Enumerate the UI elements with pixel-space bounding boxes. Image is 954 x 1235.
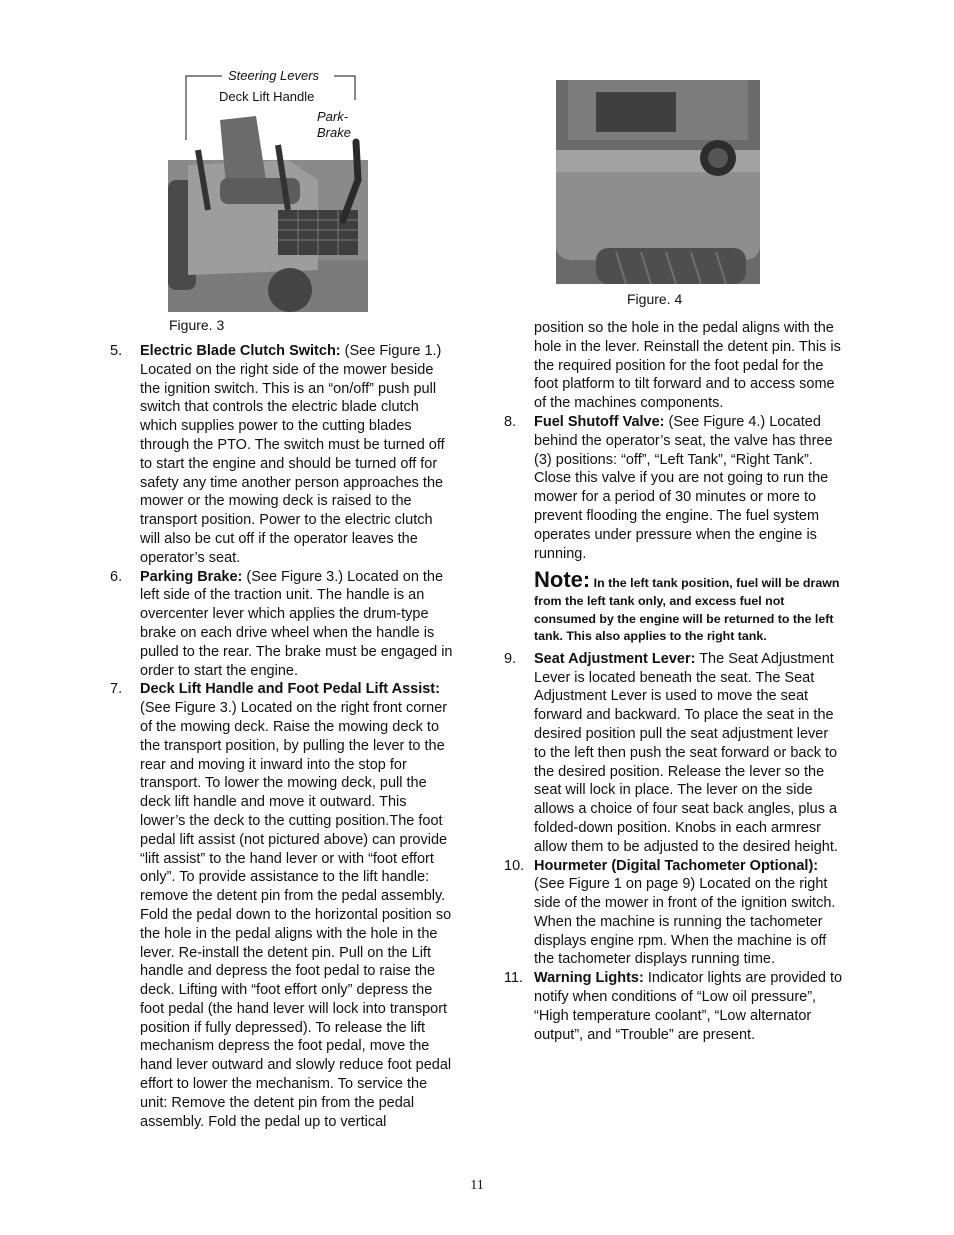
- callout-park-brake-2: Brake: [317, 125, 351, 140]
- item-7-continuation: position so the hole in the pedal aligns with the hole in the lever. Reinstall the detent pin. This is the required position for the foot pedal for the foot platform to tilt forward and to access some of the machines components.: [534, 320, 841, 412]
- list-item-9: [504, 650, 844, 857]
- callout-deck-lift-handle: Deck Lift Handle: [219, 89, 315, 104]
- list-item-11: [504, 969, 844, 1044]
- list-item-6: [110, 568, 455, 681]
- note-heading: Note:: [534, 567, 591, 593]
- note-text: In the left tank position, fuel will be drawn from the left tank only, and excess fuel not consumed by the engine will be returned to the left tank. This also applies to the right tank.: [534, 576, 840, 644]
- item-label: Seat Adjustment Lever:: [534, 650, 696, 667]
- callout-steering-levers: Steering Levers: [228, 68, 320, 83]
- item-text: (See Figure 4.) Located behind the operator’s seat, the valve has three (3) positions: “off”, “Left Tank”, “Right Tank”. Close this valve if you are not going to run the mower for a period of 30 minutes or more to prevent flooding the engine. The fuel system operates under pressure when the engine is running.: [534, 413, 833, 562]
- list-item-8: [504, 413, 844, 563]
- item-number: 6.: [110, 568, 123, 585]
- item-number: 5.: [110, 343, 123, 359]
- item-label: Warning Lights:: [534, 970, 644, 987]
- right-column: [504, 319, 844, 1044]
- item-label: Hourmeter (Digital Tachometer Optional):: [534, 857, 819, 874]
- item-label: Electric Blade Clutch Switch:: [140, 343, 341, 359]
- list-item-7: [110, 680, 455, 1131]
- figure-4-photo: [556, 80, 760, 284]
- note-block: [534, 563, 844, 649]
- figure-3-caption: Figure. 3: [169, 317, 225, 333]
- list-item-5: [110, 342, 455, 568]
- item-text: (See Figure 1 on page 9) Located on the right side of the mower in front of the ignition switch. When the machine is running the tachometer displays engine rpm. When the machine is off the tachometer displays running time.: [534, 876, 836, 968]
- item-label: Fuel Shutoff Valve:: [534, 413, 665, 430]
- left-column: [110, 342, 455, 1131]
- item-text: (See Figure 3.) Located on the right front corner of the mowing deck. Raise the mowing deck to the transport position, by pulling the lever to the rear and moving it inward into the stop for transport. To lower the mowing deck, pull the deck lift handle and move it outward. This lower’s the deck to the cutting position.The foot pedal lift assist (not pictured above) can provide “lift assist” to the hand lever or with “foot effort only”. To provide assistance to the lift handle: remove the detent pin from the pedal assembly. Fold the pedal down to the horizontal position so the hole in the pedal aligns with the hole in the lever. Re-install the detent pin. Pull on the Lift handle and depress the foot pedal to raise the deck. Lifting with “foot effort only” depress the foot pedal (the hand lever will lock into transport position if fully depressed). To release the lift mechanism depress the foot pedal, move the hand lever outward and slowly reduce foot pedal effort to lower the mechanism. To service the unit: Remove the detent pin from the pedal assembly. Fold the pedal up to vertical: [140, 700, 452, 1130]
- item-label: Parking Brake:: [140, 568, 243, 585]
- item-label: Deck Lift Handle and Foot Pedal Lift Assist:: [140, 681, 440, 698]
- item-number: 11.: [504, 970, 524, 987]
- item-text: (See Figure 3.) Located on the left side of the traction unit. The handle is an overcenter lever which applies the drum-type brake on each drive wheel when the handle is pulled to the rear. The brake must be engaged in order to start the engine.: [140, 568, 453, 679]
- item-number: 9.: [504, 650, 517, 667]
- item-text: The Seat Adjustment Lever is located beneath the seat. The Seat Adjustment Lever is used to move the seat forward and backward. To place the seat in the desired position pull the seat adjustment lever to the left then push the seat forward or back to the desired position. Release the lever so the seat will lock in place. The lever on the side allows a choice of four seat back angles, plus a folded-down position. Knobs in each armresr allow them to be adjusted to the desired height.: [534, 650, 838, 855]
- item-text: (See Figure 1.) Located on the right side of the mower beside the ignition switch. This is an “on/off” push pull switch that controls the electric blade clutch which supplies power to the cutting blades through the PTO. The switch must be turned off to start the engine and should be turned off for safety any time another person approaches the mower or the mowing deck is raised to the transport position. Power to the electric clutch will also be cut off if the operator leaves the operator’s seat.: [140, 343, 445, 566]
- item-number: 10.: [504, 857, 525, 874]
- callout-park-brake-1: Park-: [317, 109, 349, 124]
- figure-4-caption: Figure. 4: [627, 291, 683, 307]
- item-text: Indicator lights are provided to notify when conditions of “Low oil pressure”, “High temperature coolant”, “Low alternator output”, and “Trouble” are present.: [534, 970, 843, 1043]
- list-item-10: [504, 857, 844, 970]
- item-number: 8.: [504, 413, 517, 430]
- item-number: 7.: [110, 681, 123, 698]
- page-number: 11: [470, 1178, 484, 1193]
